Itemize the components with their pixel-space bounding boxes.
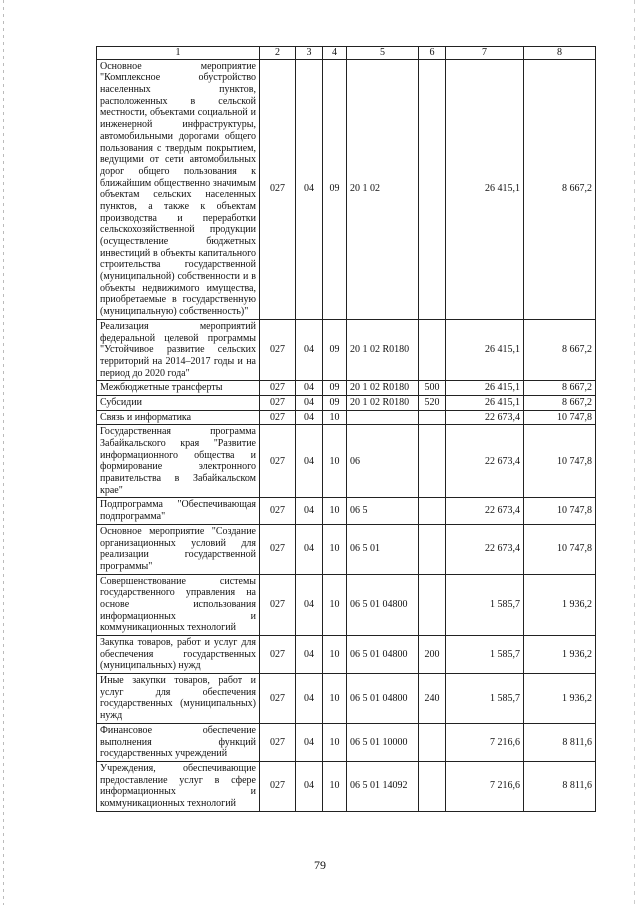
- row-rz: 04: [296, 761, 323, 811]
- row-ved: 027: [260, 761, 296, 811]
- row-vr: 520: [419, 395, 446, 410]
- row-sum-1: 26 415,1: [446, 59, 524, 319]
- row-sum-1: 26 415,1: [446, 319, 524, 380]
- table-row: [97, 524, 596, 574]
- row-sum-2: 8 811,6: [524, 723, 596, 761]
- row-pr: 10: [323, 723, 347, 761]
- row-name: Закупка товаров, работ и услуг для обеспечения государственных (муниципальных) нужд: [97, 636, 260, 674]
- row-name: Совершенствование системы государственного управления на основе использования информационных и коммуникационных технологий: [97, 574, 260, 635]
- row-ved: 027: [260, 425, 296, 498]
- row-pr: 09: [323, 395, 347, 410]
- row-ved: 027: [260, 381, 296, 396]
- row-csr: 06 5: [347, 498, 419, 524]
- row-sum-1: 22 673,4: [446, 524, 524, 574]
- row-sum-2: 10 747,8: [524, 498, 596, 524]
- row-sum-2: 10 747,8: [524, 524, 596, 574]
- row-rz: 04: [296, 410, 323, 425]
- row-sum-1: 22 673,4: [446, 410, 524, 425]
- header-cell-7: 7: [446, 47, 524, 60]
- row-pr: 10: [323, 636, 347, 674]
- row-rz: 04: [296, 425, 323, 498]
- row-vr: [419, 59, 446, 319]
- row-pr: 09: [323, 381, 347, 396]
- row-sum-2: 10 747,8: [524, 410, 596, 425]
- row-name: Основное мероприятие "Комплексное обустройство населенных пунктов, расположенных в сельской местности, объектами социальной и инженерной инфраструктуры, автомобильными дорогами общего пользования с твердым покрытием, ведущими от сети автомобильных дорог общего пользования к ближайшим общественно значимым объектам сельских населенных пунктов, а также к объектам производства и переработки сельскохозяйственной продукции (осуществление бюджетных инвестиций в объекты капитального строительства государственной (муниципальной) собственности и в объекты недвижимого имущества, приобретаемые в государственную (муниципальную) собственность)": [97, 59, 260, 319]
- row-csr: 06 5 01: [347, 524, 419, 574]
- row-vr: [419, 761, 446, 811]
- row-name: Финансовое обеспечение выполнения функций государственных учреждений: [97, 723, 260, 761]
- row-pr: 10: [323, 674, 347, 724]
- row-csr: 06 5 01 04800: [347, 674, 419, 724]
- row-pr: 10: [323, 524, 347, 574]
- row-csr: 20 1 02 R0180: [347, 395, 419, 410]
- row-pr: 09: [323, 319, 347, 380]
- row-csr: 20 1 02: [347, 59, 419, 319]
- row-sum-2: 8 667,2: [524, 381, 596, 396]
- row-pr: 10: [323, 498, 347, 524]
- page-number: 79: [314, 858, 326, 872]
- row-sum-1: 7 216,6: [446, 723, 524, 761]
- row-pr: 10: [323, 574, 347, 635]
- scan-edge-right: [634, 0, 635, 905]
- row-name: Межбюджетные трансферты: [97, 381, 260, 396]
- table-row: [97, 723, 596, 761]
- header-cell-3: 3: [296, 47, 323, 60]
- row-name: Основное мероприятие "Создание организационных условий для реализации государственной программы": [97, 524, 260, 574]
- row-ved: 027: [260, 410, 296, 425]
- row-vr: [419, 574, 446, 635]
- row-rz: 04: [296, 574, 323, 635]
- row-rz: 04: [296, 524, 323, 574]
- row-csr: 06 5 01 14092: [347, 761, 419, 811]
- row-vr: 240: [419, 674, 446, 724]
- row-rz: 04: [296, 674, 323, 724]
- row-ved: 027: [260, 674, 296, 724]
- header-cell-6: 6: [419, 47, 446, 60]
- row-name: Иные закупки товаров, работ и услуг для обеспечения государственных (муниципальных) нужд: [97, 674, 260, 724]
- table-row: [97, 425, 596, 498]
- row-sum-1: 22 673,4: [446, 498, 524, 524]
- row-pr: 10: [323, 425, 347, 498]
- row-sum-2: 8 667,2: [524, 59, 596, 319]
- row-sum-1: 1 585,7: [446, 636, 524, 674]
- row-csr: 20 1 02 R0180: [347, 381, 419, 396]
- row-vr: 200: [419, 636, 446, 674]
- row-sum-2: 1 936,2: [524, 636, 596, 674]
- row-name: Подпрограмма "Обеспечивающая подпрограмма": [97, 498, 260, 524]
- row-sum-1: 7 216,6: [446, 761, 524, 811]
- table-row: [97, 574, 596, 635]
- row-name: Субсидии: [97, 395, 260, 410]
- row-vr: [419, 425, 446, 498]
- table-row: [97, 410, 596, 425]
- row-ved: 027: [260, 59, 296, 319]
- row-sum-2: 8 811,6: [524, 761, 596, 811]
- row-sum-2: 1 936,2: [524, 674, 596, 724]
- table-row: [97, 674, 596, 724]
- row-name: Учреждения, обеспечивающие предоставление услуг в сфере информационных и коммуникационных технологий: [97, 761, 260, 811]
- row-sum-2: 8 667,2: [524, 395, 596, 410]
- table-row: [97, 59, 596, 319]
- row-pr: 09: [323, 59, 347, 319]
- table-row: [97, 395, 596, 410]
- header-cell-4: 4: [323, 47, 347, 60]
- row-vr: [419, 524, 446, 574]
- row-vr: [419, 498, 446, 524]
- row-name: Государственная программа Забайкальского края "Развитие информационного общества и формирование электронного правительства в Забайкальском крае": [97, 425, 260, 498]
- row-csr: 20 1 02 R0180: [347, 319, 419, 380]
- header-row: [97, 47, 596, 60]
- table-row: [97, 761, 596, 811]
- row-rz: 04: [296, 381, 323, 396]
- header-cell-5: 5: [347, 47, 419, 60]
- row-rz: 04: [296, 59, 323, 319]
- row-ved: 027: [260, 498, 296, 524]
- row-sum-1: 1 585,7: [446, 674, 524, 724]
- row-sum-2: 8 667,2: [524, 319, 596, 380]
- row-sum-1: 26 415,1: [446, 381, 524, 396]
- row-ved: 027: [260, 636, 296, 674]
- row-rz: 04: [296, 723, 323, 761]
- row-name: Связь и информатика: [97, 410, 260, 425]
- row-rz: 04: [296, 498, 323, 524]
- row-rz: 04: [296, 395, 323, 410]
- table-row: [97, 498, 596, 524]
- table-row: [97, 319, 596, 380]
- header-cell-8: 8: [524, 47, 596, 60]
- table-body: [97, 59, 596, 811]
- table-row: [97, 381, 596, 396]
- row-ved: 027: [260, 723, 296, 761]
- row-csr: 06 5 01 10000: [347, 723, 419, 761]
- table-row: [97, 636, 596, 674]
- row-ved: 027: [260, 524, 296, 574]
- scan-edge-left: [3, 0, 4, 905]
- row-vr: [419, 319, 446, 380]
- row-csr: 06 5 01 04800: [347, 636, 419, 674]
- row-sum-2: 1 936,2: [524, 574, 596, 635]
- row-ved: 027: [260, 319, 296, 380]
- row-pr: 10: [323, 410, 347, 425]
- row-sum-2: 10 747,8: [524, 425, 596, 498]
- row-ved: 027: [260, 395, 296, 410]
- row-ved: 027: [260, 574, 296, 635]
- row-csr: [347, 410, 419, 425]
- row-vr: 500: [419, 381, 446, 396]
- row-sum-1: 26 415,1: [446, 395, 524, 410]
- row-rz: 04: [296, 319, 323, 380]
- row-csr: 06: [347, 425, 419, 498]
- row-pr: 10: [323, 761, 347, 811]
- header-cell-1: 1: [97, 47, 260, 60]
- budget-table: [96, 46, 596, 812]
- row-name: Реализация мероприятий федеральной целевой программы "Устойчивое развитие сельских территорий на 2014–2017 годы и на период до 2020 года": [97, 319, 260, 380]
- row-vr: [419, 723, 446, 761]
- row-sum-1: 22 673,4: [446, 425, 524, 498]
- row-sum-1: 1 585,7: [446, 574, 524, 635]
- row-csr: 06 5 01 04800: [347, 574, 419, 635]
- row-vr: [419, 410, 446, 425]
- header-cell-2: 2: [260, 47, 296, 60]
- row-rz: 04: [296, 636, 323, 674]
